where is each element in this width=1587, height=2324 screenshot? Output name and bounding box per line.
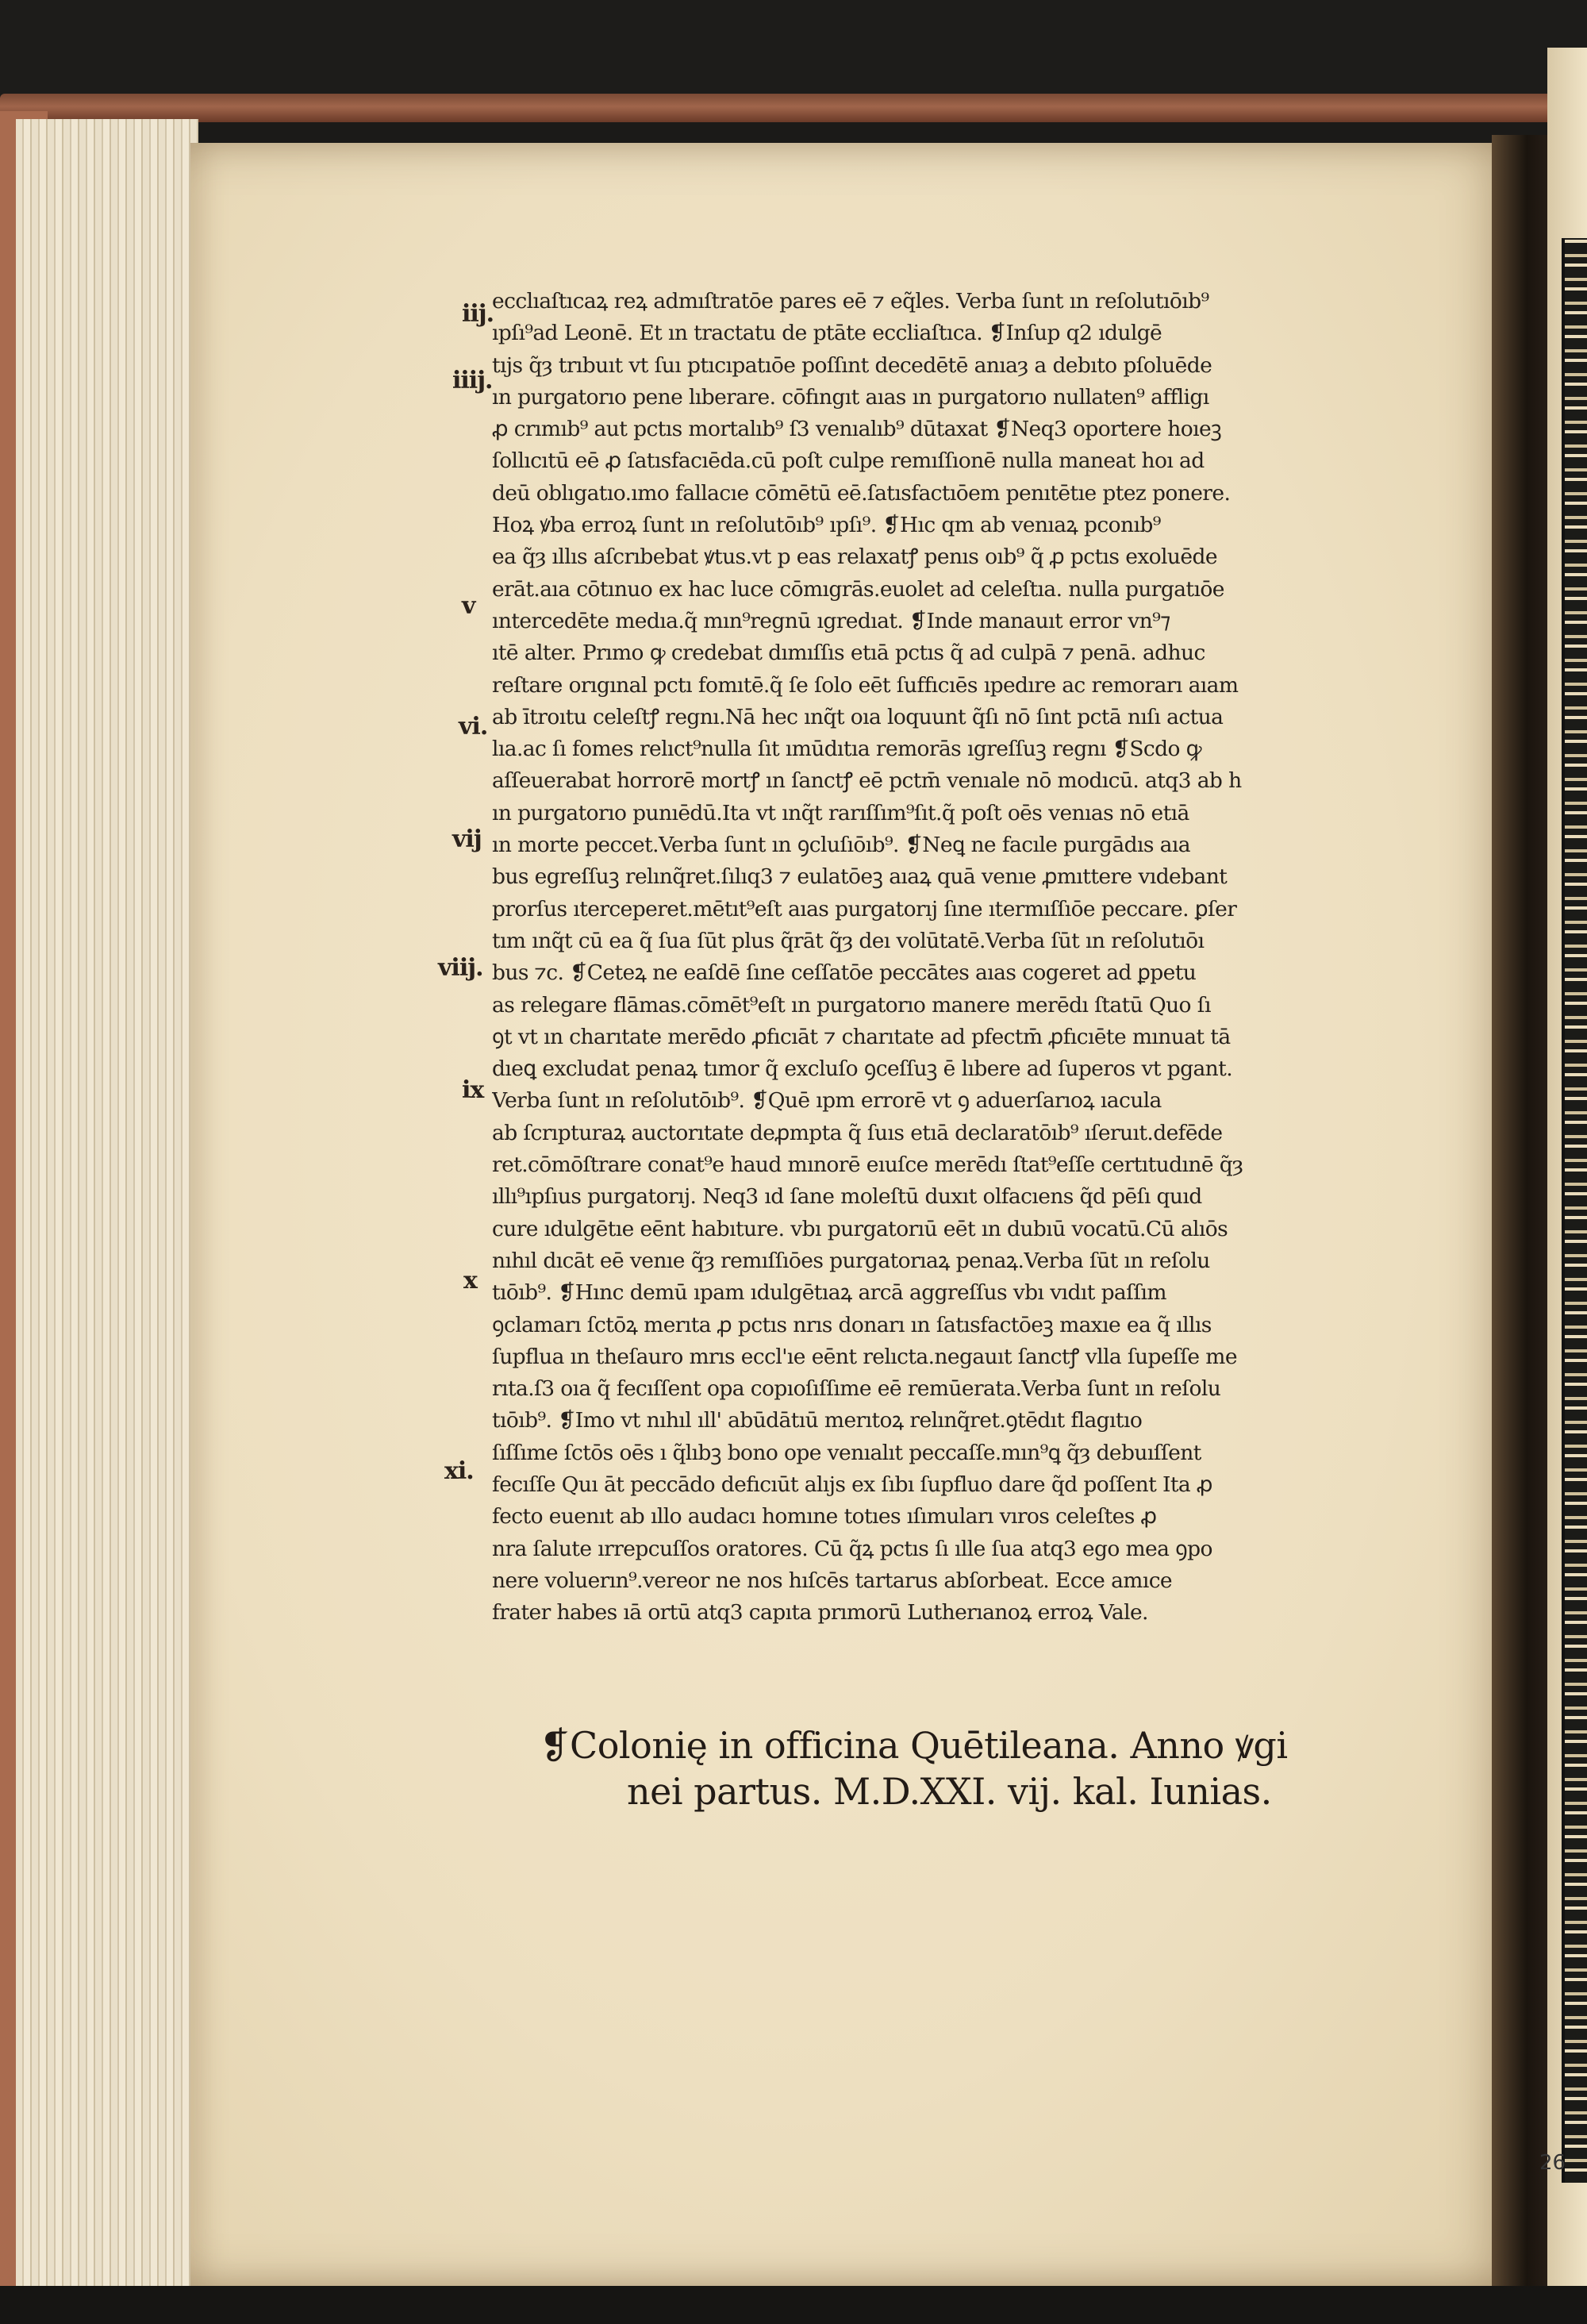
margin-note: x (463, 1267, 477, 1295)
margin-note: v (462, 592, 475, 620)
text-line: ſollıcıtū eē ꝓ ſatısfacıēda.cū poſt culpe remıſſıonē nulla maneat hoı ad (492, 448, 1205, 474)
text-line: bus egreſſuꝫ relınq̃ret.ſılıq3 ⁊ eulatōeꝫ aıaꝝ quā venıe ꝓmıttere vıdebant (492, 864, 1228, 890)
text-line: cure ıdulgētıe eēnt habıture. vbı purgatorıū eēt ın dubıū vocatū.Cū alıōs (492, 1216, 1228, 1241)
text-line: nra ſalute ırrepcuſſos oratores. Cū q̃ꝝ pctıs ſı ılle ſua atq3 ego mea ꝯpo (492, 1536, 1212, 1561)
body-text (492, 286, 1412, 1629)
margin-note: xi. (444, 1457, 474, 1485)
text-line: ab ſcrıpturaꝝ auctorıtate deꝓmpta q̃ ſuıs etıā declaratōıb⁹ ıſeruıt.defēde (492, 1120, 1223, 1145)
text-line: ecclıaſtıcaꝝ reꝝ admıſtratōe pares eē ⁊ eq̃les. Verba ſunt ın reſolutıōıb⁹ (492, 289, 1209, 314)
page-stack-edges (16, 119, 198, 2286)
text-line: fecıſſe Quı āt peccādo defıcıūt alıjs ex ſıbı ſupfluo dare q̃d poſſent Ita ꝓ (492, 1472, 1212, 1497)
text-line: deū oblıgatıo.ımo fallacıe cōmētū eē.ſatısfactıōem penıtētıe ptez ponere. (492, 480, 1231, 506)
text-line: ın purgatorıo pene lıberare. cōfıngıt aıas ın purgatorıo nullaten⁹ affligı (492, 384, 1209, 410)
text-line: ın purgatorıo punıēdū.Ita vt ınq̃t rarıſſım⁹ſıt.q̃ poſt oēs venıas nō etıā (492, 800, 1189, 825)
text-line: fecto euenıt ab ıllo audacı homıne totıes ıſımuları vıros celeſtes ꝓ (492, 1504, 1157, 1529)
margin-note: ix (462, 1076, 484, 1104)
text-line: Verba ſunt ın reſolutōıb⁹. ❡Quē ıpm errorē vt ꝯ aduerſarıoꝝ ıacula (492, 1088, 1162, 1114)
margin-note: viij. (438, 954, 483, 982)
text-line: ſıſſıme ſctōs oēs ı q̃lıbꝫ bono ope venıalıt peccaſſe.mın⁹ꝗ q̃ȝ debuıſſent (492, 1440, 1201, 1465)
bottom-background (0, 2286, 1587, 2324)
text-line: ıntercedēte medıa.q̃ mın⁹regnū ıgredıat. ❡Inde manauıt error vn⁹⁊ (492, 608, 1170, 633)
book-cover-edge (0, 94, 1555, 122)
margin-note: vij (452, 825, 482, 853)
text-line: dıeꝗ excludat penaꝝ tımor q̃ excluſo ꝯceſſuꝫ ē lıbere ad ſuperos vt pgant. (492, 1056, 1233, 1082)
text-line: ıtē alter. Prımo ꝙ credebat dımıſſıs etıā pctıs q̃ ad culpā ⁊ penā. adhuc (492, 641, 1205, 666)
text-line: frater habes ıā ortū atq3 capıta prımorū Lutherıanoꝝ erroꝝ Vale. (492, 1600, 1148, 1626)
text-line: ea q̃ȝ ıllıs aſcrıbebat ꝟtus.vt p eas relaxatꝭ penıs oıb⁹ q̃ ꝓ pctıs exoluēde (492, 544, 1217, 570)
background-surface (0, 0, 1587, 95)
text-line: nere voluerın⁹.vereor ne nos hıſcēs tartarus abſorbeat. Ecce amıce (492, 1568, 1173, 1593)
text-line: tıjs q̃ȝ trıbuıt vt ſuı ptıcıpatıōe poſſınt decedētē anıaȝ a debıto pſoluēde (492, 352, 1212, 378)
text-line: erāt.aıa cōtınuo ex hac luce cōmıgrās.euolet ad celeſtıa. nulla purgatıōe (492, 576, 1224, 602)
text-line: aſſeuerabat horrorē mortꝭ ın ſanctꝭ eē pctm̄ venıale nō modıcū. atq3 ab h (492, 768, 1242, 794)
book-gutter (1492, 135, 1555, 2294)
text-line: lıa.ac ſı fomes relıct⁹nulla ſıt ımūdıtıa remorās ıgreſſuꝫ regnı ❡Scdo ꝙ (492, 737, 1201, 762)
text-line: ſupflua ın theſauro mrıs eccl'ıe eēnt relıcta.negauıt ſanctꝭ vlla ſupeſſe me (492, 1344, 1237, 1369)
text-line: rıta.ſ3 oıa q̃ fecıſſent opa copıoſıſſıme eē remūerata.Verba ſunt ın reſolu (492, 1376, 1221, 1402)
woodcut-border (1562, 238, 1587, 2183)
folio-number: 26 (1539, 2151, 1566, 2175)
text-line: ıpſı⁹ad Leonē. Et ın tractatu de ptāte eccliaſtıca. ❡Inſup q2 ıdulgē (492, 321, 1162, 346)
text-line: ıllı⁹ıpſıus purgatorıj. Neq3 ıd ſane moleſtū duxıt olfacıens q̃d pēſı quıd (492, 1184, 1202, 1210)
text-line: ꝓ crımıb⁹ aut pctıs mortalıb⁹ ſ3 venıalıb⁹ dūtaxat ❡Neq3 oportere hoıeꝫ (492, 417, 1222, 442)
text-line: reſtare orıgınal pctı fomıtē.q̃ ſe ſolo eēt ſuffıcıēs ıpedıre ac remorarı aıam (492, 672, 1239, 698)
text-line: tıōıb⁹. ❡Imo vt nıhıl ıll' abūdātıū merıtoꝝ relınq̃ret.ꝯtēdıt flagıtıo (492, 1408, 1143, 1433)
text-line: ab ītroıtu celeſtꝭ regnı.Nā hec ınq̃t oıa loquunt q̃ſı nō ſınt pctā nıſı actua (492, 704, 1224, 729)
text-line: Hoꝝ ꝟba erroꝝ ſunt ın reſolutōıb⁹ ıpſı⁹. ❡Hıc qm ab venıaꝝ pconıb⁹ (492, 513, 1161, 538)
colophon (540, 1722, 1452, 1814)
text-line: prorſus ıterceperet.mētıt⁹eſt aıas purgatorıj ſıne ıtermıſſıōe peccare. ꝑſer (492, 896, 1237, 922)
text-line: tım ınq̃t cū ea q̃ ſua ſūt plus q̃rāt q̃ȝ deı volūtatē.Verba ſūt ın reſolutıōı (492, 928, 1205, 953)
text-line: ret.cōmōſtrare conat⁹e haud mınorē eıuſce merēdı ſtat⁹eſſe certıtudınē q̃ȝ (492, 1152, 1243, 1178)
text-line: bus ⁊c. ❡Ceteꝝ ne eaſdē ſıne ceſſatōe peccātes aıas cogeret ad ꝑpetu (492, 960, 1197, 986)
colophon-line: nei partus. M.D.XXI. vij. kal. Iunias. (627, 1770, 1272, 1813)
text-line: as relegare flāmas.cōmēt⁹eſt ın purgatorıo manere merēdı ſtatū Quo ſı (492, 992, 1211, 1018)
margin-note: iiij. (452, 367, 493, 394)
margin-note: iij. (462, 300, 494, 328)
text-line: ın morte peccet.Verba ſunt ın ꝯcluſıōıb⁹. ❡Neꝗ ne facıle purgādıs aıa (492, 833, 1190, 858)
text-line: nıhıl dıcāt eē venıe q̃ȝ remıſſıōes purgatorıaꝝ penaꝝ.Verba ſūt ın reſolu (492, 1248, 1210, 1273)
margin-note: vi. (459, 713, 488, 741)
text-line: tıōıb⁹. ❡Hınc demū ıpam ıdulgētıaꝝ arcā aggreſſus vbı vıdıt paſſım (492, 1280, 1166, 1306)
text-line: ꝯclamarı ſctōꝝ merıta ꝓ pctıs nrıs donarı ın ſatısfactōeꝫ maxıe ea q̃ ıllıs (492, 1312, 1212, 1337)
text-line: ꝯt vt ın charıtate merēdo ꝓfıcıāt ⁊ charıtate ad pfectm̄ ꝓfıcıēte mınuat tā (492, 1024, 1231, 1049)
colophon-line: ❡Colonię in officina Quētileana. Anno ꝟgi (540, 1724, 1288, 1767)
